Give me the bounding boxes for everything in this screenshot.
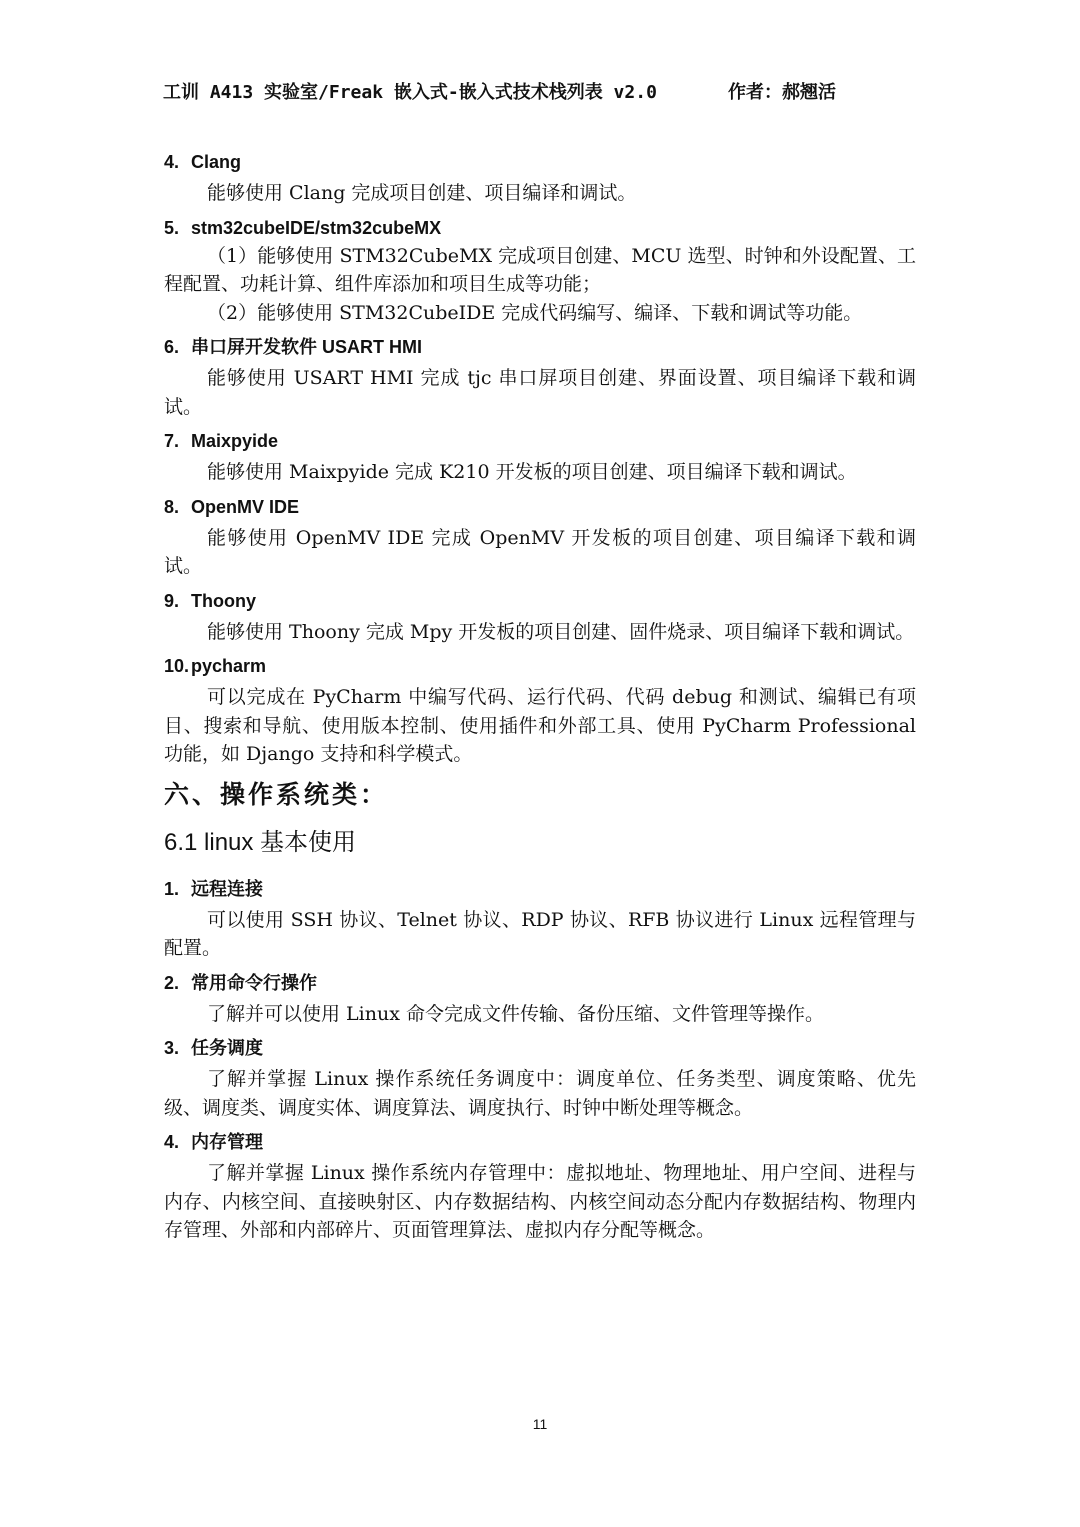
section-number: 5. (164, 217, 180, 238)
section-title: OpenMV IDE (191, 496, 300, 517)
section-paragraph: 可以完成在 PyCharm 中编写代码、运行代码、代码 debug 和测试、编辑已有项目、搜索和导航、使用版本控制、使用插件和外部工具、使用 PyCharm Professional 功能，如 Django 支持和科学模式。 (164, 686, 916, 765)
section-number: 2. (164, 972, 180, 993)
section-heading (164, 1128, 916, 1156)
section-number: 1. (164, 878, 180, 899)
section-heading (164, 333, 916, 361)
section-heading (164, 214, 916, 242)
section-title: Maixpyide (191, 431, 279, 451)
section-title: 内存管理 (191, 1132, 263, 1152)
section-number: 8. (164, 496, 180, 517)
section-title: Thoony (191, 590, 256, 611)
section-paragraph: 能够使用 Maixpyide 完成 K210 开发板的项目创建、项目编译下载和调试。 (207, 461, 857, 483)
section-list-item: （1）能够使用 STM32CubeMX 完成项目创建、MCU 选型、时钟和外设配置、工程配置、功耗计算、组件库添加和项目生成等功能； (164, 244, 916, 295)
subsection-heading: 6.1 linux 基本使用 (164, 828, 357, 856)
section-paragraph: 了解并掌握 Linux 操作系统任务调度中：调度单位、任务类型、调度策略、优先级、调度类、调度实体、调度算法、调度执行、时钟中断处理等概念。 (164, 1068, 916, 1119)
section-heading (164, 148, 916, 176)
section-number: 7. (164, 431, 180, 451)
section-number: 3. (164, 1038, 180, 1058)
page-header (163, 78, 923, 108)
section-number: 4. (164, 1132, 180, 1152)
section-title: 远程连接 (191, 878, 263, 899)
section-paragraph: 能够使用 Thoony 完成 Mpy 开发板的项目创建、固件烧录、项目编译下载和调试。 (207, 620, 915, 643)
section-number: 9. (164, 590, 180, 611)
section-title: Clang (191, 152, 242, 172)
section-title: 串口屏开发软件 USART HMI (191, 337, 422, 357)
page-number: 11 (532, 1416, 548, 1432)
section-heading (164, 1034, 916, 1062)
section-paragraph: 能够使用 Clang 完成项目创建、项目编译和调试。 (207, 182, 637, 204)
section-paragraph: 能够使用 USART HMI 完成 tjc 串口屏项目创建、界面设置、项目编译下载和调试。 (164, 367, 916, 418)
section-heading (164, 969, 916, 997)
section-paragraph: 能够使用 OpenMV IDE 完成 OpenMV 开发板的项目创建、项目编译下载和调试。 (164, 526, 916, 577)
section-paragraph: 了解并可以使用 Linux 命令完成文件传输、备份压缩、文件管理等操作。 (207, 1002, 824, 1025)
section-title: 任务调度 (191, 1038, 263, 1058)
tool-sections (164, 148, 916, 769)
section-paragraph: 了解并掌握 Linux 操作系统内存管理中：虚拟地址、物理地址、用户空间、进程与内存、内核空间、直接映射区、内存数据结构、内核空间动态分配内存数据结构、物理内存管理、外部和内部碎片、页面管理算法、虚拟内存分配等概念。 (164, 1162, 916, 1241)
section-heading (164, 587, 916, 615)
linux-sections (164, 875, 916, 1245)
section-number: 4. (164, 152, 180, 172)
header-title: 工训 A413 实验室/Freak 嵌入式-嵌入式技术栈列表 v2.0 (163, 82, 657, 103)
section-list-item: （2）能够使用 STM32CubeIDE 完成代码编写、编译、下载和调试等功能。 (207, 301, 863, 324)
header-author: 作者：郝翘活 (728, 82, 836, 103)
section-number: 6. (164, 337, 180, 357)
section-heading (164, 427, 916, 455)
section-heading (164, 652, 916, 680)
section-heading (164, 493, 916, 521)
chapter-heading: 六、操作系统类： (164, 779, 389, 809)
section-title: stm32cubeIDE/stm32cubeMX (191, 217, 442, 238)
section-number: 10. (164, 656, 190, 676)
section-paragraph: 可以使用 SSH 协议、Telnet 协议、RDP 协议、RFB 协议进行 Linux 远程管理与配置。 (164, 908, 916, 959)
section-heading (164, 875, 916, 903)
page-content (164, 148, 916, 1251)
section-title: pycharm (191, 656, 267, 676)
section-title: 常用命令行操作 (191, 972, 317, 993)
